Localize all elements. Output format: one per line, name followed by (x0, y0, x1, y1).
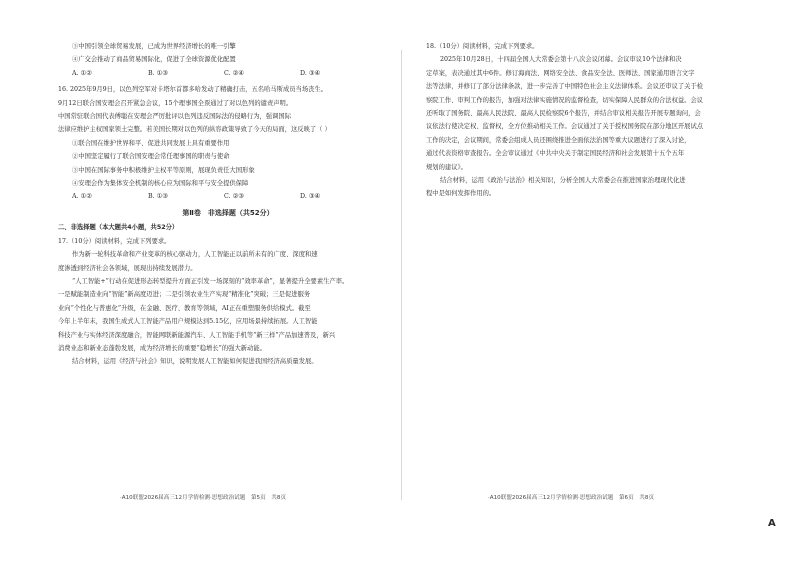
q18-paragraph-line: 议依法行使决定权、监督权，全方位推动相关工作。会议通过了关于授权国务院在部分地区开展试点 (426, 123, 704, 131)
q17-paragraph-line: 今年上半年末，我国生成式人工智能产品用户规模达到5.15亿，应用场景持续拓展。人工智能 (58, 318, 318, 326)
q16-option-4: ④安理会作为集体安全机制的核心应为国际和平与安全提供保障 (72, 180, 249, 188)
q16-choice-d: D. ③④ (300, 193, 321, 201)
q15-option-4: ④广交会推动了商品贸易国际化，促进了全球资源优化配置 (72, 56, 236, 64)
q18-task-line: 程中是如何发挥作用的。 (426, 190, 496, 198)
left-exam-page (58, 40, 398, 510)
q16-line-2: 9月12日联合国安理会召开紧急会议，15个理事国全票通过了对以色列的谴责声明。 (58, 99, 293, 107)
q16-choice-c: C. ②③ (224, 193, 244, 201)
q17-task: 结合材料，运用《经济与社会》知识，说明发展人工智能如何促进我国经济高质量发展。 (72, 358, 318, 366)
paper-version-letter: A (768, 518, 776, 529)
q15-choice-a: A. ①② (72, 69, 92, 77)
q16-line-1: 16. 2025年9月9日，以色列空军对卡塔尔首都多哈发动了精确打击，五名哈马斯成员当场丧生。 (58, 86, 328, 94)
q18-paragraph-line: 2025年10月28日，十四届全国人大常委会第十八次会议闭幕。会议审议10个法律和决 (440, 56, 682, 64)
q17-paragraph-line: 度渗透到经济社会各领域，展现出持续发展潜力。 (58, 264, 197, 272)
q18-paragraph-line: 察院工作、审判工作的报告，加强对法律实施情况的监督检查，切实保障人民群众的合法权益。会议 (426, 96, 704, 104)
q16-choice-b: B. ①③ (148, 193, 168, 201)
q17-header: 17.（10分）阅读材料，完成下列要求。 (58, 237, 171, 245)
q15-choice-b: B. ①③ (148, 69, 168, 77)
q17-paragraph-line: 作为新一轮科技革命和产业变革的核心驱动力，人工智能正以前所未有的广度、深度和速 (72, 251, 318, 259)
q18-paragraph-line: 法等法律，并修订了部分法律条款，进一步完善了中国特色社会主义法律体系。会议还审议了关于检 (426, 83, 704, 91)
q18-paragraph-line: 定草案，表决通过其中6件。修订海商法、网络安全法、食品安全法、医师法、国家通用语言文字 (426, 69, 695, 77)
q16-option-2: ②中国坚定履行了联合国安理会常任理事国的职责与使命 (72, 153, 230, 161)
q15-choices (58, 67, 398, 80)
q17-paragraph-line: 科技产业与实体经济深度融合，智能网联新能源汽车、人工智能手机等“新三样”产品加速普及，新兴 (58, 331, 336, 339)
q17-paragraph-line: 一是赋能制造业向“智能”新高度迈进；二是引领农业生产实现“精准化”突破；三是促进服务 (58, 291, 311, 299)
q18-paragraph-line: 规划的建议》。 (426, 163, 467, 171)
q15-option-3: ③中国引领全球贸易发展，已成为世界经济增长的唯一引擎 (72, 43, 236, 50)
q18-task-line: 结合材料，运用《政治与法治》相关知识，分析全国人大常委会在推进国家治理现代化进 (440, 177, 686, 185)
q16-choices (58, 190, 398, 203)
section-subtitle: 二、非选择题（本大题共4小题，共52分） (58, 224, 179, 232)
q15-choice-c: C. ②④ (224, 69, 244, 77)
q15-choice-d: D. ③④ (300, 69, 321, 77)
q17-paragraph-line: 消费业态和新业态蓬勃发展，成为经济增长的重要“稳增长”的强大新动能。 (58, 344, 266, 352)
q18-paragraph-line: 还听取了国务院、最高人民法院、最高人民检察院6个报告，并结合审议相关报告开展专题询问，会 (426, 110, 701, 118)
q16-option-1: ①联合国在维护世界和平、促进共同发展上具有重要作用 (72, 139, 230, 147)
q18-header: 18.（10分）阅读材料，完成下列要求。 (426, 43, 539, 50)
left-page-footer: ·A10联盟2026届高三12月学情检测·思想政治试题 第5页 共8页 (120, 495, 287, 501)
q17-paragraph-line: 业向“个性化与普惠化”升级，在金融、医疗、教育等领域，AI正在重塑服务供给模式。截至 (58, 304, 311, 312)
q16-line-3: 中国常驻联合国代表傅聪在安理会严厉批评以色列违反国际法的侵略行为，强调国际 (58, 113, 291, 121)
q17-paragraph-line: “人工智能+”行动在促进形态转型提升方面正引发一场深刻的“效率革命”，显著提升全要素生产率。 (72, 277, 349, 285)
q18-paragraph-line: 通过代表资格审查报告。全会审议通过《中共中央关于制定国民经济和社会发展第十五个五年 (426, 150, 685, 158)
right-exam-page (426, 40, 766, 510)
q16-line-4: 法律应维护主权国家领土完整。若美国长期对以色列的纵容政策导致了今天的局面，这反映了（ ） (58, 126, 331, 134)
q16-option-3: ③中国在国际事务中积极维护主权平等原则，展现负责任大国形象 (72, 166, 255, 174)
section-title: 第Ⅱ卷 非选择题（共52分） (182, 208, 274, 217)
page-divider (401, 50, 402, 500)
right-page-footer: ·A10联盟2026届高三12月学情检测·思想政治试题 第6页 共8页 (488, 495, 655, 501)
q18-paragraph-line: 工作的决定，会议期间，常委会组成人员还围绕推进全面依法治国等重大议题进行了深入讨论， (426, 136, 691, 144)
q16-choice-a: A. ①② (72, 193, 92, 201)
